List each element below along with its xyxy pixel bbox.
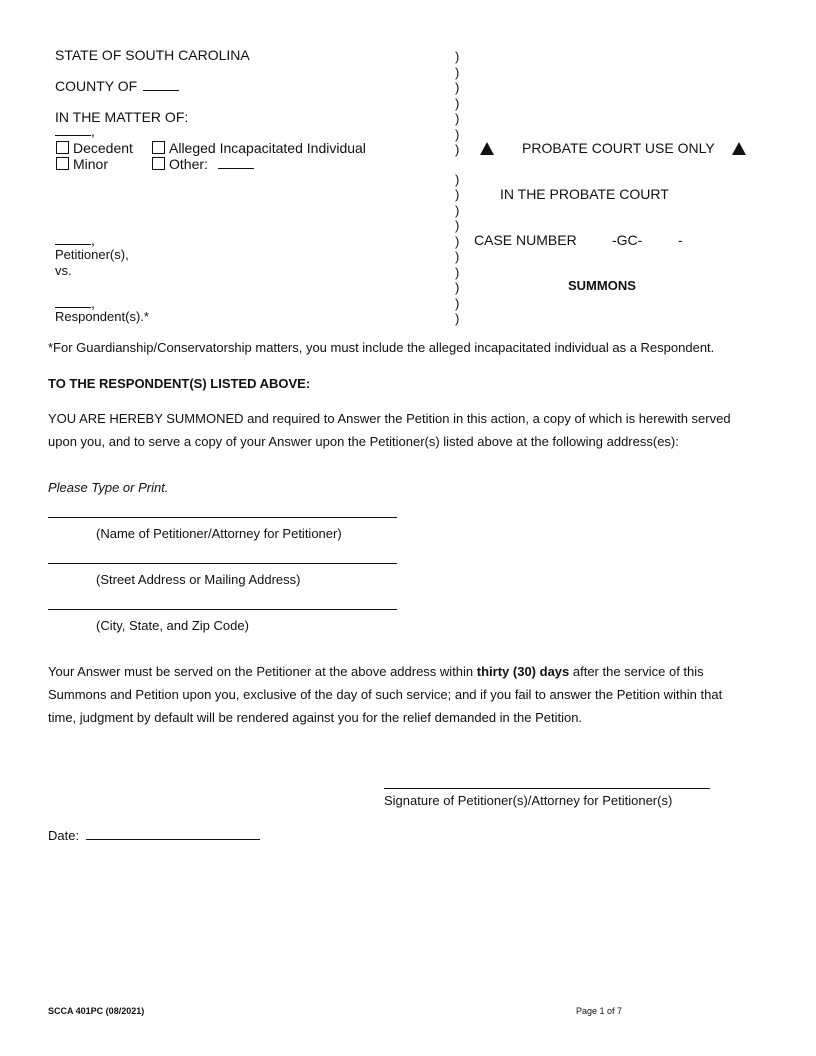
paren: )	[455, 96, 460, 111]
street-address-line[interactable]	[48, 563, 397, 564]
date-blank[interactable]	[86, 839, 260, 840]
answer-line: time, judgment by default will be rendered against you for the relief demanded in the Petition.	[48, 710, 583, 725]
petitioner-name-line[interactable]	[48, 517, 397, 518]
paren: )	[455, 265, 460, 280]
incapacitated-label: Alleged Incapacitated Individual	[169, 140, 366, 156]
minor-checkbox[interactable]	[56, 157, 69, 170]
answer-line	[48, 660, 722, 683]
paren: )	[455, 187, 460, 202]
city-state-zip-caption: (City, State, and Zip Code)	[96, 618, 249, 633]
in-matter-label: IN THE MATTER OF:	[55, 109, 189, 125]
date-row	[48, 828, 260, 843]
paren: )	[455, 280, 460, 295]
vs-label: vs.	[55, 263, 72, 278]
court-name: IN THE PROBATE COURT	[500, 186, 669, 202]
form-id: SCCA 401PC (08/2021)	[48, 1006, 145, 1016]
matter-name-row	[55, 121, 95, 139]
city-state-zip-line[interactable]	[48, 609, 397, 610]
paren: )	[455, 49, 460, 64]
answer-text: Your Answer must be served on the Petitioner at the above address within	[48, 664, 477, 679]
paren: )	[455, 142, 460, 157]
case-number-gc[interactable]: -GC-	[612, 232, 643, 248]
respondent-comma: ,	[91, 295, 95, 311]
minor-label: Minor	[73, 156, 109, 172]
respondents-label: Respondent(s).*	[55, 309, 149, 324]
paren: )	[455, 111, 460, 126]
paren: )	[455, 234, 460, 249]
petitioner-comma: ,	[91, 232, 95, 248]
matter-name-comma: ,	[91, 123, 95, 139]
signature-caption: Signature of Petitioner(s)/Attorney for Petitioner(s)	[384, 793, 673, 808]
summoned-paragraph	[48, 407, 731, 453]
state-label: STATE OF SOUTH CAROLINA	[55, 47, 250, 63]
paren: )	[455, 218, 460, 233]
county-blank[interactable]	[143, 90, 179, 91]
summoned-line: upon you, and to serve a copy of your Answer upon the Petitioner(s) listed above at the following address(es):	[48, 434, 679, 449]
please-type-note: Please Type or Print.	[48, 480, 169, 495]
respondent-name-blank[interactable]	[55, 293, 91, 308]
checkbox-decedent-row[interactable]	[56, 140, 133, 156]
county-label: COUNTY OF	[55, 78, 138, 94]
petitioners-label: Petitioner(s),	[55, 247, 129, 262]
document-title: SUMMONS	[568, 278, 636, 293]
paren: )	[455, 296, 460, 311]
answer-text: after the service of this	[569, 664, 704, 679]
other-checkbox[interactable]	[152, 157, 165, 170]
paren: )	[455, 65, 460, 80]
incapacitated-checkbox[interactable]	[152, 141, 165, 154]
signature-line[interactable]	[384, 788, 710, 789]
triangle-up-icon	[732, 142, 746, 155]
petitioner-name-caption: (Name of Petitioner/Attorney for Petitioner)	[96, 526, 342, 541]
answer-paragraph	[48, 660, 722, 729]
decedent-label: Decedent	[73, 140, 133, 156]
page-number: Page 1 of 7	[576, 1006, 623, 1016]
triangle-up-icon	[480, 142, 494, 155]
paren: )	[455, 311, 460, 326]
county-row	[55, 78, 179, 94]
checkbox-other-row[interactable]	[152, 156, 254, 172]
street-address-caption: (Street Address or Mailing Address)	[96, 572, 301, 587]
paren: )	[455, 249, 460, 264]
date-label: Date:	[48, 828, 80, 843]
checkbox-minor-row[interactable]	[56, 156, 108, 172]
case-number-dash[interactable]: -	[678, 232, 683, 248]
other-label: Other:	[169, 156, 208, 172]
case-number-label: CASE NUMBER	[474, 232, 577, 248]
answer-deadline: thirty (30) days	[476, 664, 570, 679]
court-use-only-label: PROBATE COURT USE ONLY	[522, 140, 715, 156]
decedent-checkbox[interactable]	[56, 141, 69, 154]
guardianship-footnote: *For Guardianship/Conservatorship matters, you must include the alleged incapacitated individual as a Respondent.	[48, 340, 715, 355]
paren: )	[455, 80, 460, 95]
answer-line: Summons and Petition upon you, exclusive of the day of such service; and if you fail to answer the Petition within that	[48, 687, 723, 702]
other-blank[interactable]	[218, 168, 254, 169]
petitioner-name-row	[55, 230, 95, 248]
paren: )	[455, 127, 460, 142]
checkbox-incapacitated-row[interactable]	[152, 140, 366, 156]
summoned-line: YOU ARE HEREBY SUMMONED and required to Answer the Petition in this action, a copy of which is herewith served	[48, 411, 731, 426]
paren: )	[455, 203, 460, 218]
paren: )	[455, 172, 460, 187]
petitioner-name-blank[interactable]	[55, 230, 91, 245]
to-respondents-heading: TO THE RESPONDENT(S) LISTED ABOVE:	[48, 376, 311, 391]
matter-name-blank[interactable]	[55, 121, 91, 136]
